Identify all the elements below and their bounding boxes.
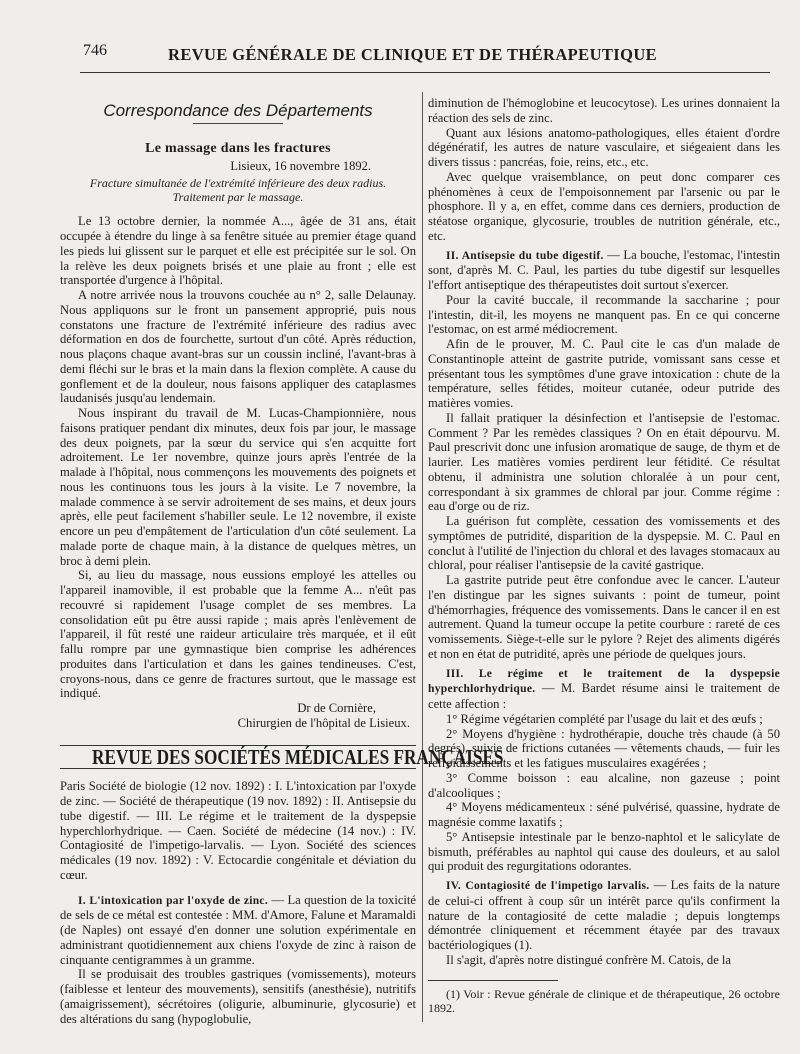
paragraph: La guérison fut complète, cessation des vomissements et des symptômes de putridité, disparition de la dyspepsie. M. C. Paul en conclut à l'utilité de l'injection du chloral et des lavages stomacaux au chloral, pour réaliser l'antisepsie de la cavité gastrique. [428,514,780,573]
signature-name: Dr de Cornière, [297,701,376,715]
list-item: 1° Régime végétarien complété par l'usage du lait et des œufs ; [446,711,763,726]
page-number: 746 [83,42,107,59]
paragraph: Nous inspirant du travail de M. Lucas-Championnière, nous faisons pratiquer pendant dix minutes, deux fois par jour, le massage des deux poignets, par la sœur du service qui s'en acquitte fort adroitement. Le 1er novembre, quinze jours après l'entrée de la malade à l'hôpital, nous commençons les mouvements des poignets et nous les continuons tous les jours à la visite. Le 7 novembre, la malade commence à se servir adroitement de ses mains, et deux jours après, elle peut facilement s'habiller seule. Le 12 novembre, il existe encore un peu d'empâtement de l'articulation d'un côté seulement. La malade porte de chaque main, à la distance de quelques mètres, un broc à demi plein. [60,406,416,568]
subtitle-line-1: Fracture simultanée de l'extrémité inférieure des deux radius. [89,176,387,191]
header-rule [80,72,770,73]
signature-title: Chirurgien de l'hôpital de Lisieux. [237,715,410,730]
left-column [60,96,504,1026]
footnote: (1) Voir : Revue générale de clinique et de thérapeutique, 26 octobre 1892. [428,986,780,1015]
list-item: 5° Antisepsie intestinale par le benzo-naphtol et le salicylate de bismuth, préférables au naphtol qui cause des douleurs, et au salol qui produit des regurgitations odorantes. [428,829,780,874]
paragraph-text: — La question de la toxicité de sels de ce métal est contestée : MM. d'Amore, Falune et Maramaldi (de Naples) ont essayé d'en donner une solution expérimentale en administrant quotidiennement aux chiens l'oxyde de zinc à raison de cinquante centigrammes à un gramme. [60,892,416,967]
paragraph: La gastrite putride peut être confondue avec le cancer. L'auteur l'en distingue par les signes suivants : point de tumeur, point d'hémorrhagies, fréquence des vomissements. Dans le cancer il en est autrement. Quand la tumeur occupe la petite courbure : rareté de ces vomissements. Siège-t-elle sur le pylore ? Rejet des aliments digérés et non en état de putridité, après une période de quelques jours. [428,573,780,661]
rubric-heading: II. Antisepsie du tube digestif. [446,249,604,262]
society-heading: REVUE DES SOCIÉTÉS MÉDICALES FRANÇAISES [92,744,504,769]
rubric-heading: IV. Contagiosité de l'impetigo larvalis. [446,880,650,892]
paragraph: A notre arrivée nous la trouvons couchée au n° 2, salle Delaunay. Nous appliquons sur le front un pansement approprié, puis nous constatons une fracture de l'extrémité inférieure des radius avec déformation en dos de fourchette, surtout d'un côté. Après réduction, nous plaçons chaque avant-bras sur un coussin incliné, l'avant-bras à demi fléchi sur le bras et la main dans la flexion complète. A cause du gonflement et de la douleur, nous faisons appliquer des cataplasmes laudanisés jusqu'au lendemain. [60,288,416,406]
section-underline [193,123,283,124]
list-item: 2° Moyens d'hygiène : hydrothérapie, douche très chaude (à 50 degrés), suivie de frictions cutanées — vêtements chauds, — fuir les refroidissements et les fatigues musculaires exagérées ; [428,726,780,770]
article-title: Le massage dans les fractures [145,140,331,156]
summary-paragraph: Paris Société de biologie (12 nov. 1892) : I. L'intoxication par l'oxyde de zinc. — Société de thérapeutique (19 nov. 1892) : II. Antisepsie du tube digestif. — III. Le régime et le traitement de la dyspepsie hyperchlorhydrique. — Caen. Société de médecine (14 nov.) : IV. Contagiosité de l'impetigo-larvalis. — Lyon. Société des sciences médicales (19 nov. 1892) : V. Ectocardie congénitale et déviation du cœur. [60,779,416,882]
article-subtitle [60,177,416,204]
paragraph: Il fallait pratiquer la désinfection et l'antisepsie de l'estomac. Comment ? Par les remèdes classiques ? On en était dépourvu. M. Paul prescrivit donc une infusion aromatique de sauge, de thym et de laurier. Les matières vomies perdirent leur fétidité. Ce résultat obtenu, il administra une solution chloralée à un pour cent, correspondant à six grammes de chloral par jour. Comme régime : eau d'orge ou de riz. [428,410,780,514]
list-item: 3° Comme boisson : eau alcaline, non gazeuse ; point d'alcooliques ; [428,770,780,800]
paragraph: Afin de le prouver, M. C. Paul cite le cas d'un malade de Constantinople atteint de gastrite putride, vomissant sans cesse et présentant tous les symptômes d'une grave intoxication : chute de la température, selles fétides, moiteur cutanée, odeur putride des matières vomies. [428,337,780,410]
paragraph: Avec quelque vraisemblance, on peut donc comparer ces phénomènes à ceux de l'empoisonnement par l'arsenic ou par le phosphore. Il y a, en effet, comme dans ces derniers, production de stéatose organique, glycosurie, troubles de nutrition générale, etc., etc. [428,169,780,243]
paragraph [428,878,780,953]
paragraph-text: — M. Bardet résume ainsi le traitement de cette affection : [428,681,780,711]
paragraph: Il s'agit, d'après notre distingué confrère M. Catois, de la [446,952,732,967]
paragraph: Si, au lieu du massage, nous eussions employé les attelles ou l'appareil inamovible, il est probable que la femme A... n'eût pas recouvré si rapidement l'usage complet de ses membres. La consolidation eût pu être aussi rapide ; mais après l'enlèvement de l'appareil, il fût resté une raideur articulaire très marquée, et il eût fallu rompre par une gymnastique bien comprise les adhérences produites dans l'articulation et dans les gaines tendineuses. C'est, croyons-nous, dans ce genre de fractures surtout, que le massage est indiqué. [60,568,416,701]
list-item: 4° Moyens médicamenteux : séné pulvérisé, quassine, hydrate de magnésie comme laxatifs ; [428,800,780,829]
subtitle-line-2: Traitement par le massage. [172,189,304,204]
paragraph: Il se produisait des troubles gastriques (vomissements), moteurs (faiblesse et lenteur des mouvements), sensitifs (anesthésie), nutritifs (amaigrissement), sécrétoires (oligurie, albuminurie, glycosurie) et des altérations du sang (hypoglobulie, [60,967,416,1026]
right-column [428,96,780,1015]
dateline: Lisieux, 16 novembre 1892. [230,158,371,173]
footnote-rule [428,980,558,981]
paragraph: Le 13 octobre dernier, la nommée A..., âgée de 31 ans, était occupée à étendre du linge à sa fenêtre située au premier étage quand les pieds lui glissent sur le parquet et elle est précipitée sur le sol. On la relève les deux poignets brisés et une plaie au front ; elle est transportée d'urgence à l'hôpital. [60,214,416,288]
column-divider [422,92,423,1022]
society-heading-box [60,744,504,770]
paragraph [60,893,416,968]
rubric-heading: III. Le régime et le traitement de la dyspepsie hyperchlorhydrique. [428,667,780,696]
paragraph-text: — Les faits de la nature de celui-ci offrent à coup sûr un intérêt parce qu'ils confirment la nature de la contagiosité de cette maladie ; depuis longtemps démontrée cliniquement et récemment étayée par des travaux bactériologiques (1). [428,878,780,952]
paragraph-text: — La bouche, l'estomac, l'intestin sont, d'après M. C. Paul, les parties du tube digestif sur lesquelles l'effort antiseptique des thérapeutistes doit surtout s'exercer. [428,247,780,292]
paragraph [428,248,780,293]
paragraph [428,666,780,712]
paragraph: Quant aux lésions anatomo-pathologiques, elles étaient d'ordre dégénératif, les autres de nature vasculaire, et siégeaient dans les divers tissus : pancréas, foie, reins, etc., etc. [428,125,780,169]
running-head: REVUE GÉNÉRALE DE CLINIQUE ET DE THÉRAPEUTIQUE [168,45,658,64]
rubric-heading: I. L'intoxication par l'oxyde de zinc. [78,894,268,907]
paragraph: diminution de l'hémoglobine et leucocytose). Les urines donnaient la réaction des sels de zinc. [428,96,780,125]
paragraph: Pour la cavité buccale, il recommande la saccharine ; pour l'intestin, dit-il, les moyens ne manquent pas. En ce qui concerne l'estomac, on est armé médiocrement. [428,292,780,337]
section-title: Correspondance des Départements [103,101,373,120]
